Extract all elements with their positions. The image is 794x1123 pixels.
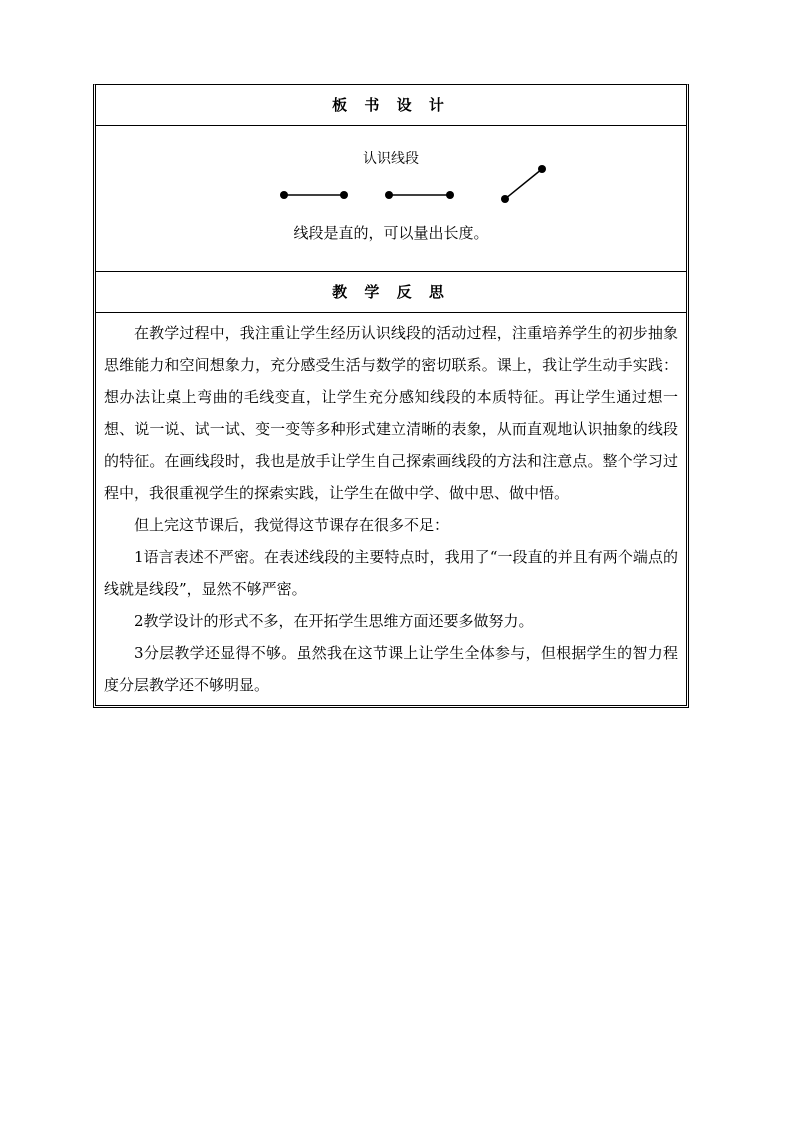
reflection-paragraph: 但上完这节课后，我觉得这节课存在很多不足：	[134, 516, 450, 534]
reflection-paragraph: 1语言表述不严密。在表述线段的主要特点时，我用了“一段直的并且有两个端点的线就是线段”，显然不够严密。	[104, 548, 678, 598]
board-design-title: 认识线段	[363, 151, 419, 167]
line-segment-diagrams	[96, 126, 686, 271]
reflection-paragraph: 2教学设计的形式不多，在开拓学生思维方面还要多做努力。	[134, 612, 534, 630]
segment-2	[385, 191, 454, 199]
board-design-caption: 线段是直的，可以量出长度。	[293, 224, 489, 242]
board-design-heading: 板 书 设 计	[96, 85, 686, 126]
reflection-heading: 教 学 反 思	[96, 272, 686, 313]
reflection-paragraph: 在教学过程中，我注重让学生经历认识线段的活动过程，注重培养学生的初步抽象思维能力和空间想象力，充分感受生活与数学的密切联系。课上，我让学生动手实践：想办法让桌上弯曲的毛线变直，让学生充分感知线段的本质特征。再让学生通过想一想、说一说、试一试、变一变等多种形式建立清晰的表象，从而直观地认识抽象的线段的特征。在画线段时，我也是放手让学生自己探索画线段的方法和注意点。整个学习过程中，我很重视学生的探索实践，让学生在做中学、做中思、做中悟。	[104, 324, 678, 502]
reflection-body	[96, 313, 686, 705]
board-design-section	[96, 126, 686, 272]
lesson-table	[93, 84, 689, 708]
segment-3	[501, 165, 546, 203]
reflection-paragraph: 3分层教学还显得不够。虽然我在这节课上让学生全体参与，但根据学生的智力程度分层教学还不够明显。	[104, 644, 678, 694]
segment-1	[280, 191, 348, 199]
